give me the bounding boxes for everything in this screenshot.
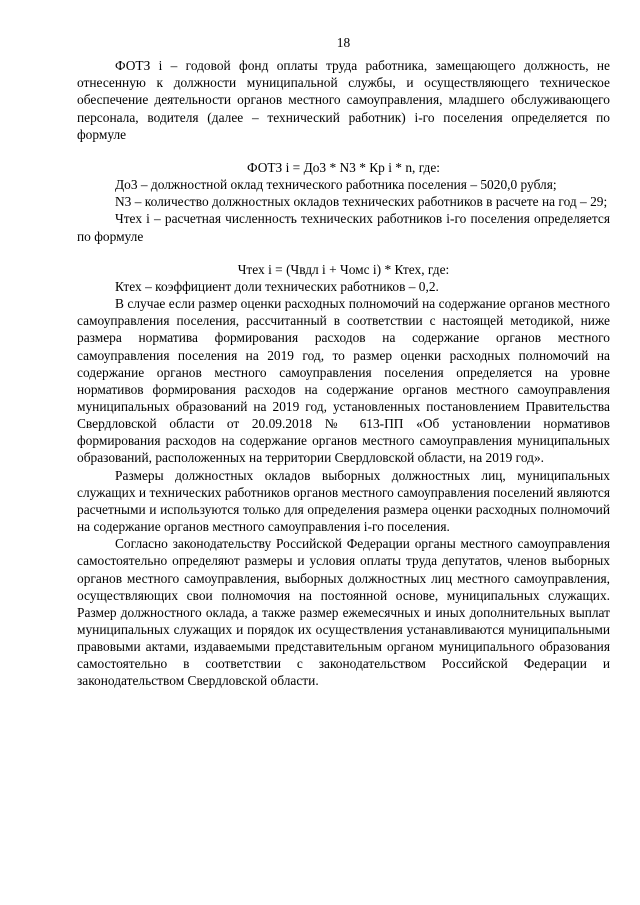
paragraph-n3-definition: N3 – количество должностных окладов технических работников в расчете на год – 29;	[115, 194, 608, 210]
paragraph-norm-rule: В случае если размер оценки расходных полномочий на содержание органов местного самоуправления поселения, рассчитанный в соответствии с настоящей методикой, ниже размера норматива формирования расходов на содержание органов местного самоуправления поселения на 2019 год, то размер оценки расходных полномочий на содержание органов местного самоуправления поселения определяется на уровне нормативов формирования расходов на содержание органов местного самоуправления муниципальных образований на 2019 год, установленных постановлением Правительства Свердловской области от 20.09.2018 № 613-ПП «Об установлении нормативов формирования расходов на содержание органов местного самоуправления муниципальных образований, расположенных на территории Свердловской области, на 2019 год».	[77, 296, 610, 466]
paragraph-chteh-definition: Чтех i – расчетная численность технических работников i-го поселения определяется по формуле	[77, 211, 610, 244]
paragraph-legislation: Согласно законодательству Российской Федерации органы местного самоуправления самостоятельно определяют размеры и условия оплаты труда депутатов, членов выборных органов местного самоуправления, выборных должностных лиц местного самоуправления, осуществляющих свои полномочия на постоянной основе, муниципальных служащих. Размер должностного оклада, а также размер ежемесячных и иных дополнительных выплат муниципальных служащих и порядок их осуществления устанавливаются муниципальными правовыми актами, издаваемыми представительным органом муниципального образования самостоятельно в соответствии с законодательством Российской Федерации и законодательством Свердловской области.	[77, 536, 610, 689]
document-page	[77, 34, 610, 690]
paragraph-kteh-definition: Ктех – коэффициент доли технических работников – 0,2.	[115, 278, 439, 294]
paragraph-fotz-definition: ФОТЗ i – годовой фонд оплаты труда работника, замещающего должность, не отнесенную к должности муниципальной службы, и осуществляющего техническое обеспечение деятельности органов местного самоуправления, младшего обслуживающего персонала, водителя (далее – технический работник) i-го поселения определяется по формуле	[77, 58, 610, 142]
paragraph-do3-definition: До3 – должностной оклад технического работника поселения – 5020,0 рубля;	[115, 177, 557, 193]
formula-chteh: Чтех i = (Чвдл i + Чомс i) * Ктех, где:	[237, 261, 450, 277]
formula-fotz: ФОТЗ i = До3 * N3 * Кр i * n, где:	[246, 159, 441, 175]
page-number: 18	[336, 35, 351, 50]
paragraph-salary-sizes: Размеры должностных окладов выборных должностных лиц, муниципальных служащих и технических работников органов местного самоуправления поселений являются расчетными и используются только для определения размера оценки расходных полномочий на содержание органов местного самоуправления i-го поселения.	[77, 467, 610, 535]
